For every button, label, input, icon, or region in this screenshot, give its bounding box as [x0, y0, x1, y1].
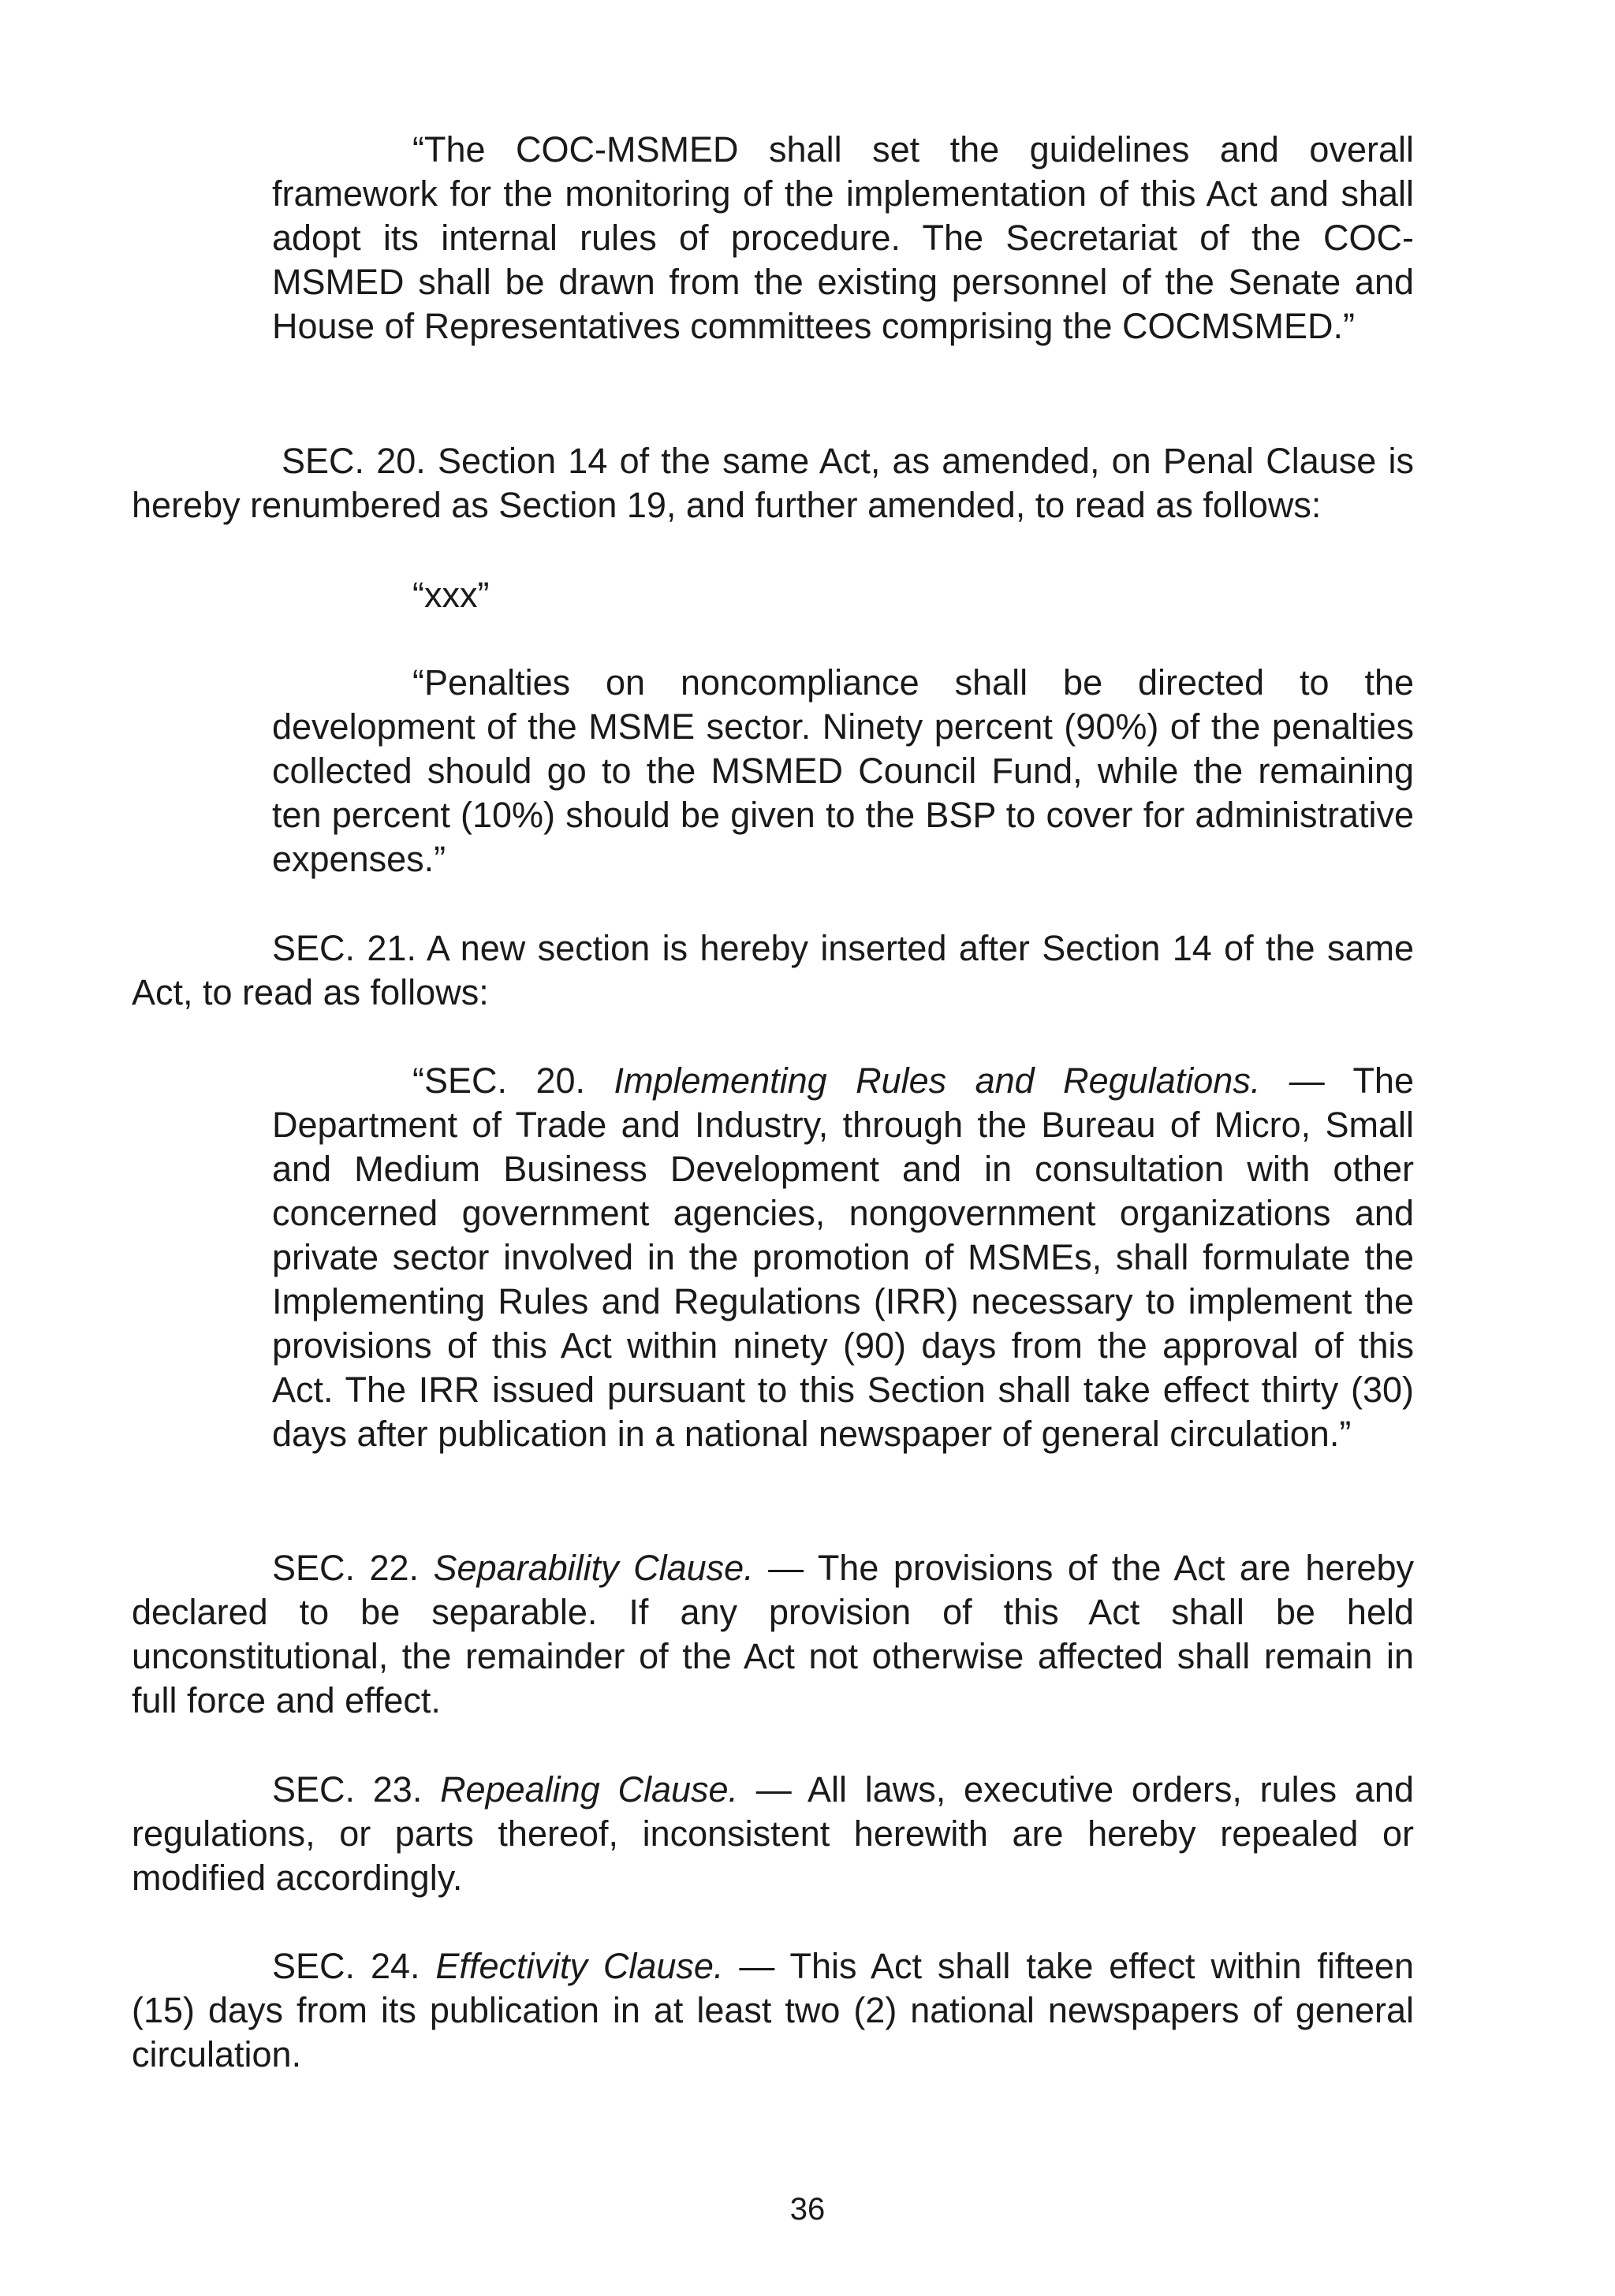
section-body: — All laws, executive orders, rules and regulations, or parts thereof, inconsistent herewith are hereby repealed or modified accordingly. — [132, 1769, 1414, 1898]
section-lead: “SEC. 20. — [412, 1060, 586, 1101]
page-number: 36 — [789, 2192, 826, 2227]
section-heading: Separability Clause. — [433, 1548, 754, 1588]
quoted-paragraph-penalties: “Penalties on noncompliance shall be directed to the development of the MSME sector. Ninety percent (90%) of the penalties collected should go to the MSMED Council Fund, while the remaining ten percent (10%) should be given to the BSP to cover for administrative expenses.” — [272, 662, 1414, 879]
section-body: — This Act shall take effect within fifteen (15) days from its publication in at least two (2) national newspapers of general circulation. — [132, 1946, 1414, 2074]
section-20-paragraph: SEC. 20. Section 14 of the same Act, as amended, on Penal Clause is hereby renumbered as Section 19, and further amended, to read as follows: — [132, 441, 1414, 525]
section-24-paragraph — [132, 1944, 1414, 2077]
section-23-paragraph — [132, 1768, 1414, 1900]
section-lead: SEC. 22. — [272, 1548, 420, 1588]
section-heading: Repealing Clause. — [440, 1769, 739, 1810]
section-21-paragraph: SEC. 21. A new section is hereby inserted after Section 14 of the same Act, to read as follows: — [132, 928, 1414, 1012]
section-heading: Implementing Rules and Regulations. — [614, 1060, 1261, 1101]
quoted-paragraph-irr — [272, 1059, 1414, 1456]
section-body: — The provisions of the Act are hereby declared to be separable. If any provision of this Act shall be held unconstitutional, the remainder of the Act not otherwise affected shall remain in full force and effect. — [132, 1548, 1414, 1720]
section-lead: SEC. 23. — [272, 1769, 423, 1810]
section-22-paragraph — [132, 1546, 1414, 1723]
section-lead: SEC. 24. — [272, 1946, 420, 1986]
section-body: — The Department of Trade and Industry, through the Bureau of Micro, Small and Medium Business Development and in consultation with other concerned government agencies, nongovernment organizations and private sector involved in the promotion of MSMEs, shall formulate the Implementing Rules and Regulations (IRR) necessary to implement the provisions of this Act within ninety (90) days from the approval of this Act. The IRR issued pursuant to this Section shall take effect thirty (30) days after publication in a national newspaper of general circulation.” — [272, 1060, 1414, 1454]
section-heading: Effectivity Clause. — [435, 1946, 724, 1986]
quoted-paragraph-coc-msmed: “The COC-MSMED shall set the guidelines and overall framework for the monitoring of the implementation of this Act and shall adopt its internal rules of procedure. The Secretariat of the COC-MSMED shall be drawn from the existing personnel of the Senate and House of Representatives committees comprising the COCMSMED.” — [272, 129, 1414, 346]
quoted-ellipsis: “xxx” — [412, 575, 490, 615]
